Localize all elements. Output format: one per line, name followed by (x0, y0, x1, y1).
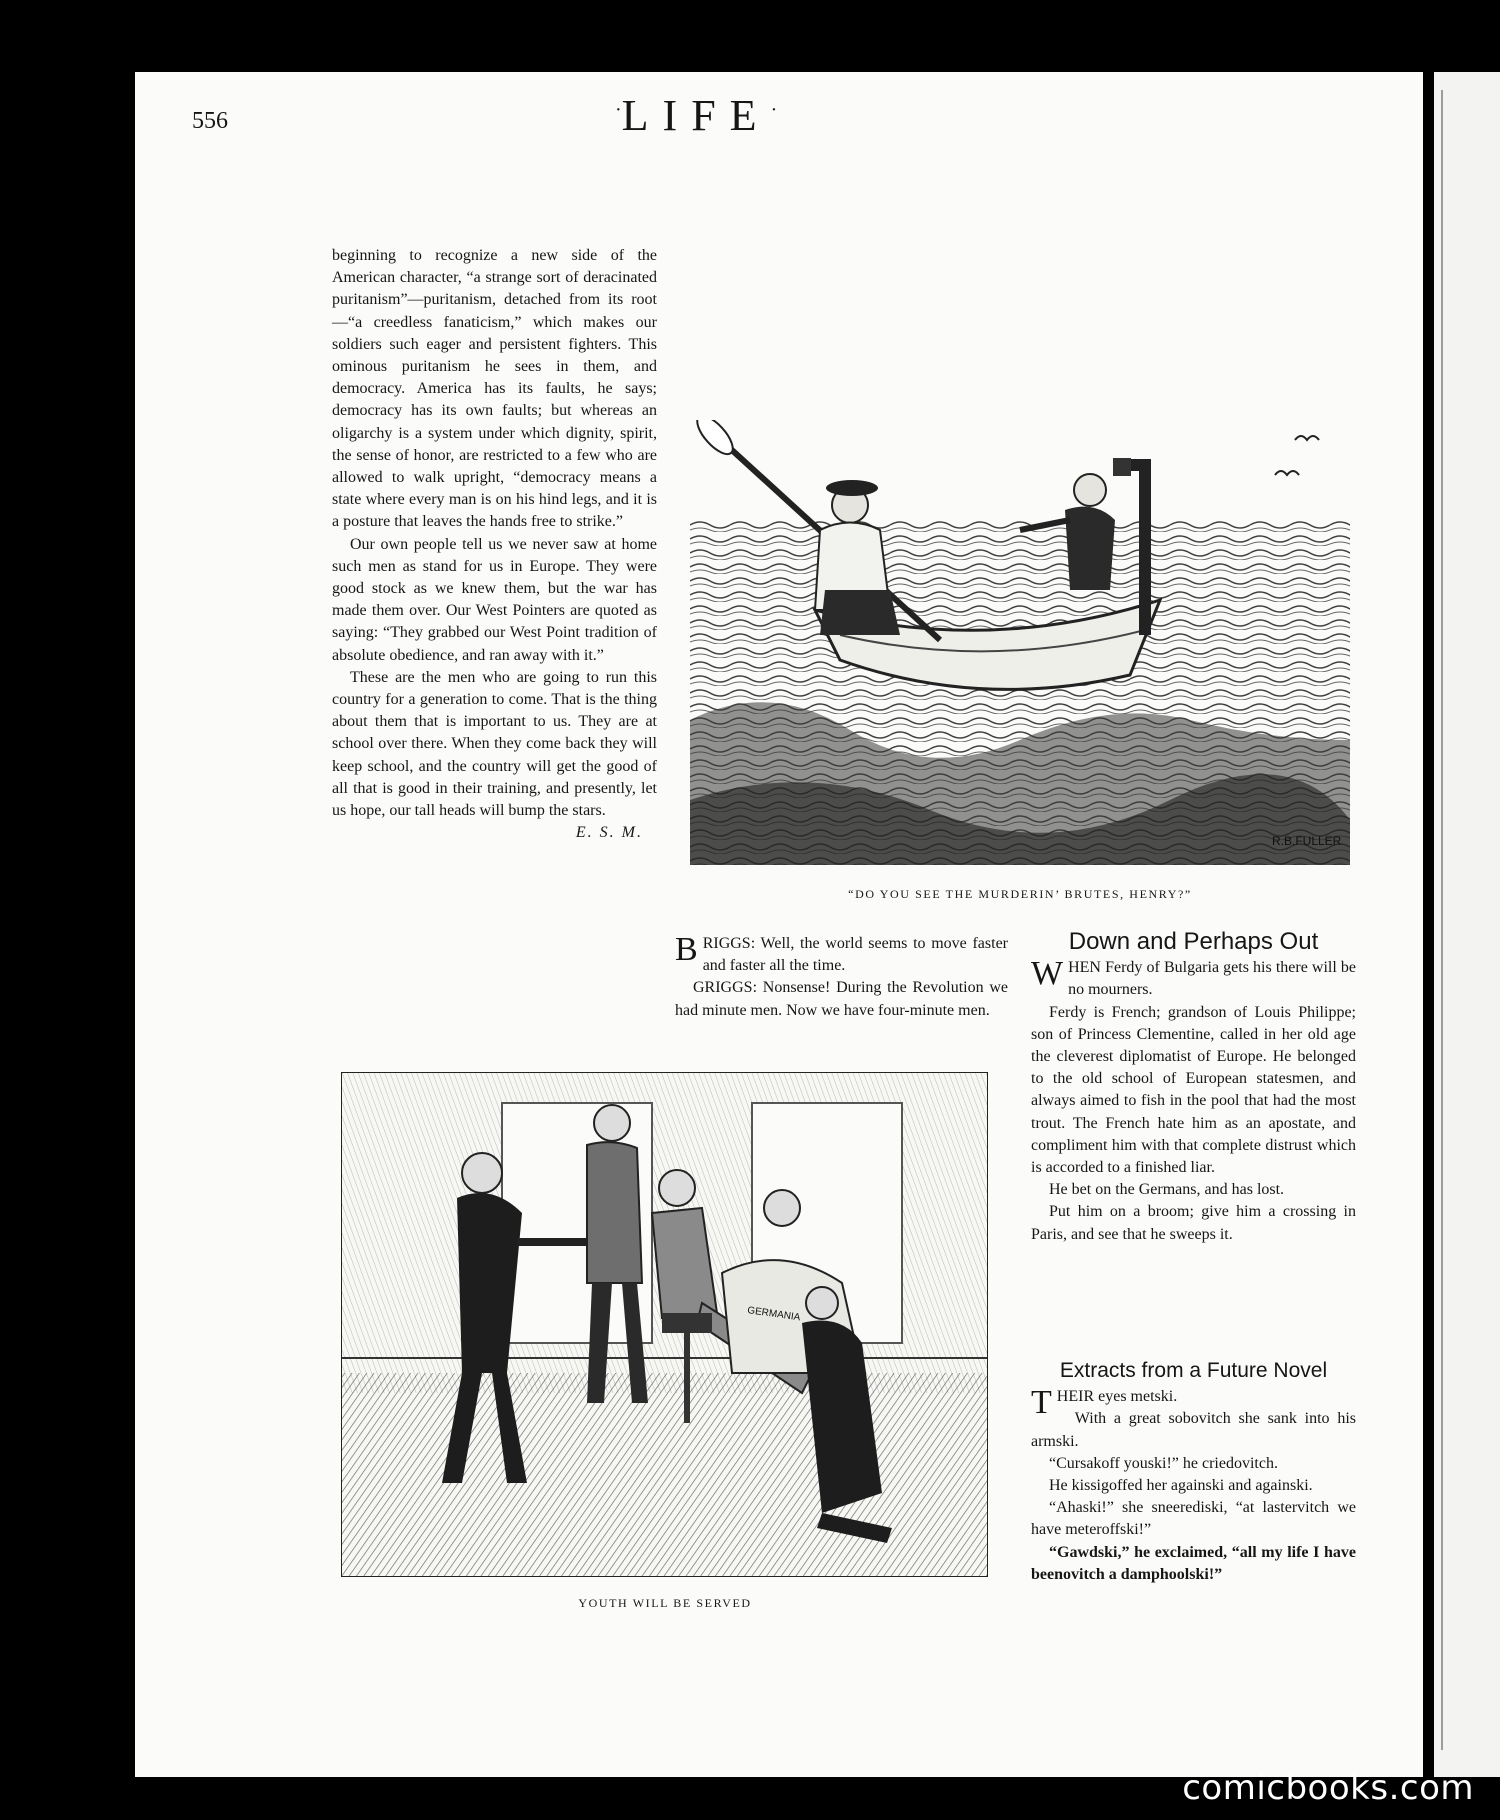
left-paragraph-1: beginning to recognize a new side of the American character, “a strange sort of deracinated puritanism”—puritanism, detached from its root—“a creedless fanaticism,” which makes our soldiers such eager and persistent fighters. This ominous puritanism he sees in them, and democracy. America has its faults, he says; democracy has its own faults; but whereas an oligarchy is a system under which dignity, spirit, the sense of honor, are restricted to a few who are allowed to walk upright, “democracy means a state where every man is on his hind legs, and it is a posture that leaves the hands free to strike.” (332, 247, 657, 531)
artist-signature: R.B.FULLER (1272, 834, 1342, 848)
briggs-joke (675, 933, 1008, 1022)
boat-cartoon-caption: “DO YOU SEE THE MURDERIN’ BRUTES, HENRY?” (848, 887, 1192, 901)
page-edge-line (1441, 90, 1443, 1750)
waiter-figure (462, 1153, 502, 1193)
seated-soldier-figure (659, 1170, 695, 1206)
griggs-line: GRIGGS: Nonsense! During the Revolution we had minute men. Now we have four-minute men. (675, 979, 1008, 1019)
novel-drop-cap: T (1031, 1384, 1052, 1422)
masthead: ·LIFE· (615, 91, 778, 140)
officer-figure (594, 1105, 630, 1141)
novel-article (1031, 1360, 1356, 1586)
floor (342, 1373, 987, 1576)
novel-article-title: Extracts from a Future Novel (1059, 1359, 1328, 1382)
author-signature: E. S. M. (575, 824, 643, 842)
down-paragraph-4: Put him on a broom; give him a crossing in Paris, and see that he sweeps it. (1031, 1203, 1356, 1243)
down-paragraph-1: HEN Ferdy of Bulgaria gets his there will be no mourners. (1068, 959, 1356, 999)
page-number: 556 (192, 108, 228, 134)
novel-paragraph-2: With a great sobovitch she sank into his armski. (1031, 1410, 1356, 1450)
down-drop-cap: W (1031, 955, 1064, 993)
briggs-line: RIGGS: Well, the world seems to move faster and faster all the time. (702, 935, 1008, 975)
left-paragraph-2: Our own people tell us we never saw at home such men as stand for us in Europe. They were good stock as we knew them, but the war has made them over. Our West Pointers are quoted as saying: “They grabbed our West Point tradition of absolute obedience, and ran away with it.” (332, 535, 657, 664)
woman-figure (764, 1190, 800, 1226)
novel-paragraph-3: “Cursakoff youski!” he criedovitch. (1049, 1454, 1278, 1472)
adjacent-page-edge (1434, 72, 1500, 1777)
down-paragraph-2: Ferdy is French; grandson of Louis Philippe; son of Princess Clementine, called in her old age the cleverest diplomatist of Europe. He belonged to the old school of European statesmen, and always aimed to fish in the pool that had the most trout. The French hate him as an apostate, and compliment him with that complete distrust which is accorded to a finished liar. (1031, 1003, 1356, 1177)
novel-paragraph-1: HEIR eyes metski. (1056, 1388, 1178, 1406)
germania-label: GERMANIA (746, 1305, 801, 1324)
novel-paragraph-6: “Gawdski,” he exclaimed, “all my life I have beenovitch a damphoolski!” (1031, 1543, 1356, 1583)
novel-paragraph-4: He kissigoffed her againski and againski. (1049, 1477, 1313, 1495)
boat-cartoon (690, 420, 1350, 865)
down-article (1031, 928, 1356, 1246)
watermark: comicbooks.com (1182, 1768, 1474, 1808)
briggs-drop-cap: B (675, 931, 698, 968)
left-article (332, 245, 657, 844)
masthead-title: LIFE (621, 91, 771, 140)
kneeling-figure (806, 1287, 838, 1319)
left-paragraph-3: These are the men who are going to run this country for a generation to come. That is the thing about them that is important to us. They are at school over there. When they come back they will keep school, and the country will get the good of all that is good in their training, and presently, let us hope, our tall heads will bump the stars. (332, 668, 657, 820)
boat-illustration (690, 420, 1350, 865)
barber-chair (662, 1313, 712, 1333)
man-figure (1074, 474, 1106, 506)
barber-cartoon-caption: YOUTH WILL BE SERVED (578, 1596, 752, 1610)
barber-cartoon (341, 1072, 988, 1577)
novel-paragraph-5: “Ahaski!” she sneerediski, “at lastervitch we have meteroffski!” (1031, 1499, 1356, 1539)
barber-illustration (342, 1073, 987, 1576)
down-article-title: Down and Perhaps Out (1068, 928, 1319, 955)
down-paragraph-3: He bet on the Germans, and has lost. (1049, 1181, 1285, 1199)
